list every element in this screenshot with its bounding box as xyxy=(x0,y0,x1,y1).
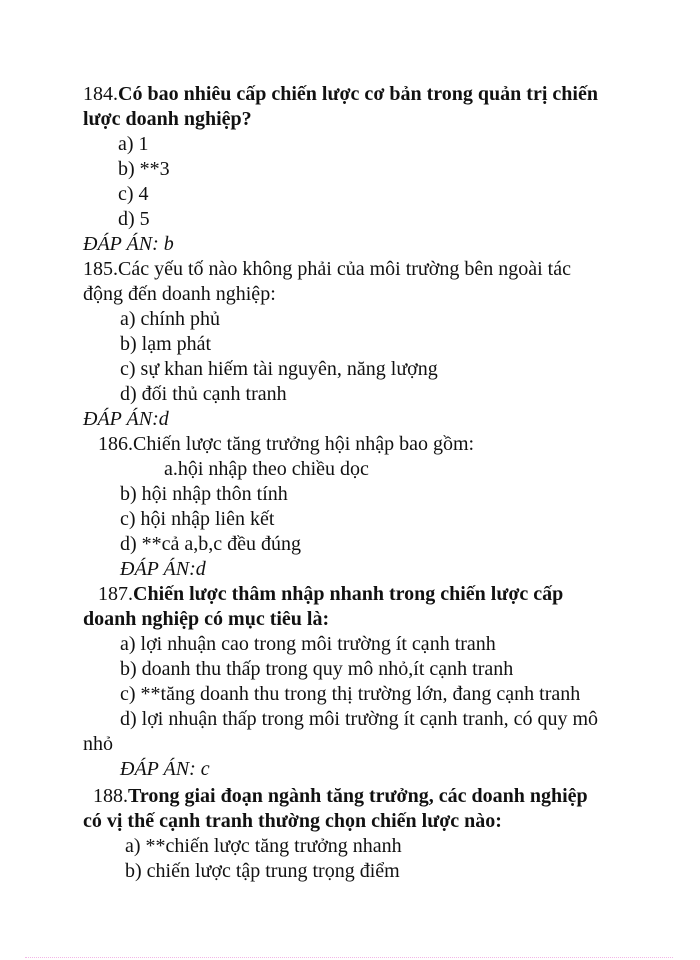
option-c: c) hội nhập liên kết xyxy=(120,508,275,530)
question-187-line-1 xyxy=(98,582,563,607)
question-number: 188. xyxy=(93,785,128,807)
option-b: b) hội nhập thôn tính xyxy=(120,483,288,505)
question-stem: Chiến lược tăng trưởng hội nhập bao gồm: xyxy=(133,433,475,455)
option-b: b) chiến lược tập trung trọng điểm xyxy=(125,860,400,882)
option-d: d) đối thủ cạnh tranh xyxy=(120,383,287,405)
option-b: b) **3 xyxy=(118,158,170,180)
option-c: c) 4 xyxy=(118,183,149,205)
option-c: c) sự khan hiếm tài nguyên, năng lượng xyxy=(120,358,438,380)
question-stem: Có bao nhiêu cấp chiến lược cơ bản trong quản trị chiến xyxy=(118,83,598,105)
question-stem-continued: có vị thế cạnh tranh thường chọn chiến lược nào: xyxy=(83,810,502,832)
question-stem: Chiến lược thâm nhập nhanh trong chiến lược cấp xyxy=(133,583,564,605)
question-stem-continued: động đến doanh nghiệp: xyxy=(83,283,276,305)
question-number: 187. xyxy=(98,583,133,605)
option-a: a) chính phủ xyxy=(120,308,220,330)
option-a: a.hội nhập theo chiều dọc xyxy=(164,458,369,480)
answer-label: ĐÁP ÁN:d xyxy=(120,558,206,580)
answer-label: ĐÁP ÁN: c xyxy=(120,758,210,780)
question-184-line-1 xyxy=(83,82,598,107)
answer-label: ĐÁP ÁN:d xyxy=(83,408,169,430)
question-number: 185. xyxy=(83,258,118,280)
option-d: d) 5 xyxy=(118,208,150,230)
answer-label: ĐÁP ÁN: b xyxy=(83,233,174,255)
question-186-line-1 xyxy=(98,432,474,457)
question-stem-continued: doanh nghiệp có mục tiêu là: xyxy=(83,608,330,630)
question-number: 184. xyxy=(83,83,118,105)
option-d: d) **cả a,b,c đều đúng xyxy=(120,533,302,555)
question-188-line-1 xyxy=(93,784,588,809)
option-c: c) **tăng doanh thu trong thị trường lớn, đang cạnh tranh xyxy=(120,683,581,705)
page-break-rule xyxy=(25,957,673,958)
option-b: b) doanh thu thấp trong quy mô nhỏ,ít cạnh tranh xyxy=(120,658,514,680)
question-stem: Trong giai đoạn ngành tăng trưởng, các doanh nghiệp xyxy=(128,785,588,807)
option-a: a) **chiến lược tăng trưởng nhanh xyxy=(125,835,402,857)
option-a: a) lợi nhuận cao trong môi trường ít cạnh tranh xyxy=(120,633,496,655)
question-stem-continued: lược doanh nghiệp? xyxy=(83,108,252,130)
option-d: d) lợi nhuận thấp trong môi trường ít cạnh tranh, có quy mô xyxy=(120,708,599,730)
option-d-continued: nhỏ xyxy=(83,733,113,755)
question-number: 186. xyxy=(98,433,133,455)
question-stem: Các yếu tố nào không phải của môi trường bên ngoài tác xyxy=(118,258,571,280)
option-a: a) 1 xyxy=(118,133,149,155)
option-b: b) lạm phát xyxy=(120,333,212,355)
question-185-line-1 xyxy=(83,257,571,282)
